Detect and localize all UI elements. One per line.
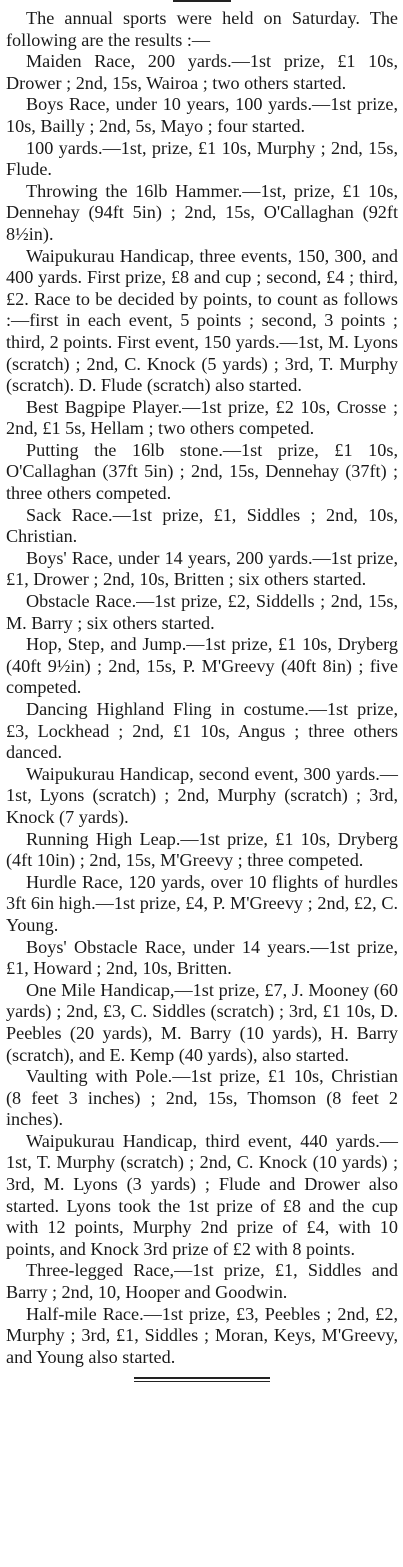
paragraph-handicap-first: Waipukurau Handicap, three events, 150, 300, and 400 yards. First prize, £8 and cup ; second, £4 ; third, £2. Race to be decided by points, to count as follows :—first in each event, 5 points ; second, 3 points ; third, 2 points. First event, 150 yards.—1st, M. Lyons (scratch) ; 2nd, C. Knock (5 yards) ; 3rd, T. Murphy (scratch). D. Flude (scratch) also started.: [6, 245, 398, 396]
paragraph-boys-race: Boys Race, under 10 years, 100 yards.—1st prize, 10s, Bailly ; 2nd, 5s, Mayo ; four started.: [6, 94, 398, 136]
paragraph-obstacle: Obstacle Race.—1st prize, £2, Siddells ; 2nd, 15s, M. Barry ; six others started.: [6, 591, 398, 633]
paragraph-sack-race: Sack Race.—1st prize, £1, Siddles ; 2nd, 10s, Christian.: [6, 504, 398, 547]
bottom-rule-thin: [134, 1381, 270, 1382]
paragraph-three-legged: Three-legged Race,—1st prize, £1, Siddles and Barry ; 2nd, 10, Hooper and Goodwin.: [6, 1260, 398, 1303]
paragraph-bagpipe: Best Bagpipe Player.—1st prize, £2 10s, Crosse ; 2nd, £1 5s, Hellam ; two others competed.: [6, 396, 398, 439]
paragraph-100-yards: 100 yards.—1st, prize, £1 10s, Murphy ; 2nd, 15s, Flude.: [6, 137, 398, 180]
paragraph-stone: Putting the 16lb stone.—1st prize, £1 10s, O'Callaghan (37ft 5in) ; 2nd, 15s, Dennehay (37ft) ; three others competed.: [6, 439, 398, 504]
paragraph-hammer: Throwing the 16lb Hammer.—1st, prize, £1 10s, Dennehay (94ft 5in) ; 2nd, 15s, O'Callaghan (92ft 8½in).: [6, 180, 398, 244]
article-body: [6, 8, 398, 1368]
top-rule: [173, 0, 231, 2]
paragraph-boys-race-14: Boys' Race, under 14 years, 200 yards.—1st prize, £1, Drower ; 2nd, 10s, Britten ; six others started.: [6, 547, 398, 590]
paragraph-maiden-race: Maiden Race, 200 yards.—1st prize, £1 10s, Drower ; 2nd, 15s, Wairoa ; two others started.: [6, 51, 398, 93]
paragraph-mile-handicap: One Mile Handicap,—1st prize, £7, J. Mooney (60 yards) ; 2nd, £3, C. Siddles (scratch) ; 3rd, £1 10s, D. Peebles (20 yards), M. Barry (10 yards), H. Barry (scratch), and E. Kemp (40 yards), also started.: [6, 979, 398, 1065]
paragraph-boys-obstacle: Boys' Obstacle Race, under 14 years.—1st prize, £1, Howard ; 2nd, 10s, Britten.: [6, 936, 398, 979]
paragraph-handicap-third: Waipukurau Handicap, third event, 440 yards.—1st, T. Murphy (scratch) ; 2nd, C. Knock (10 yards) ; 3rd, M. Lyons (3 yards) ; Flude and Drower also started. Lyons took the 1st prize of £8 and the cup with 12 points, Murphy 2nd prize of £4, with 10 points, and Knock 3rd prize of £2 with 8 points.: [6, 1130, 398, 1259]
paragraph-hop-step-jump: Hop, Step, and Jump.—1st prize, £1 10s, Dryberg (40ft 9½in) ; 2nd, 15s, P. M'Greevy (40ft 8in) ; five competed.: [6, 634, 398, 698]
paragraph-half-mile: Half-mile Race.—1st prize, £3, Peebles ; 2nd, £2, Murphy ; 3rd, £1, Siddles ; Moran, Keys, M'Greevy, and Young also started.: [6, 1303, 398, 1367]
paragraph-handicap-second: Waipukurau Handicap, second event, 300 yards.—1st, Lyons (scratch) ; 2nd, Murphy (scratch) ; 3rd, Knock (7 yards).: [6, 763, 398, 827]
bottom-rule-thick: [134, 1377, 270, 1379]
bottom-rule: [134, 1377, 270, 1382]
paragraph-hurdle: Hurdle Race, 120 yards, over 10 flights of hurdles 3ft 6in high.—1st prize, £4, P. M'Greevy ; 2nd, £2, C. Young.: [6, 871, 398, 935]
paragraph-intro: The annual sports were held on Saturday. The following are the results :—: [6, 8, 398, 50]
paragraph-highland-fling: Dancing Highland Fling in costume.—1st prize, £3, Lockhead ; 2nd, £1 10s, Angus ; three others danced.: [6, 699, 398, 763]
paragraph-pole-vault: Vaulting with Pole.—1st prize, £1 10s, Christian (8 feet 3 inches) ; 2nd, 15s, Thomson (8 feet 2 inches).: [6, 1066, 398, 1130]
paragraph-high-leap: Running High Leap.—1st prize, £1 10s, Dryberg (4ft 10in) ; 2nd, 15s, M'Greevy ; three competed.: [6, 828, 398, 871]
